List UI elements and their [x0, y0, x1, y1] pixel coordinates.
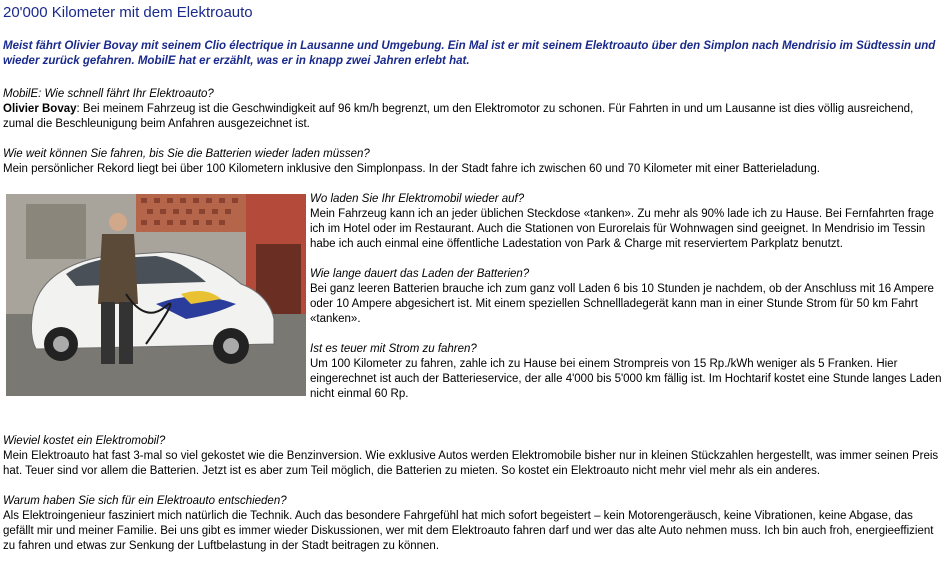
speaker-name: Olivier Bovay [3, 103, 77, 115]
qa-block-charging-location [310, 192, 943, 252]
question: Wie weit können Sie fahren, bis Sie die Batterien wieder laden müssen? [3, 148, 370, 160]
photo-side-column [310, 192, 943, 417]
qa-block-cost-per-km [310, 342, 943, 402]
window [26, 204, 86, 259]
question: Wo laden Sie Ihr Elektromobil wieder auf? [310, 193, 525, 205]
article [3, 4, 943, 569]
answer-text: : Bei meinem Fahrzeug ist die Geschwindigkeit auf 96 km/h begrenzt, um den Elektromotor zu schonen. Für Fahrten in und um Lausanne ist dies völlig ausreichend, zumal die Beschleunigung beim Anfahren ausgezeichnet ist. [3, 103, 914, 130]
answer [3, 102, 943, 132]
man-leg-right [119, 302, 133, 364]
man-head [109, 213, 127, 231]
answer: Um 100 Kilometer zu fahren, zahle ich zu Hause bei einem Strompreis von 15 Rp./kWh weniger als 5 Franken. Hier eingerechnet ist auch der Batterieservice, der alle 4'000 bis 5'000 km fällig ist. Im Hochtarif kostet eine Stunde langes Laden nicht einmal 60 Rp. [310, 358, 942, 400]
qa-block-motivation [3, 494, 943, 554]
qa-block-price [3, 434, 943, 479]
answer: Mein Fahrzeug kann ich an jeder üblichen Steckdose «tanken». Zu mehr als 90% lade ich zu Hause. Bei Fernfahrten frage ich im Hotel oder im Restaurant. Auch die Stationen von Eurorelais für Wohnwagen sind geeignet. In Mendrisio im Tessin habe ich auch einmal eine öffentliche Ladestation von Park & Charge mit reserviertem Parkplatz benutzt. [310, 208, 934, 250]
page-title: 20'000 Kilometer mit dem Elektroauto [3, 4, 253, 21]
photo-illustration [6, 194, 306, 396]
wheel-hub-rear [53, 336, 69, 352]
answer: Bei ganz leeren Batterien brauche ich zum ganz voll Laden 6 bis 10 Stunden je nachdem, ob der Anschluss mit 16 Ampere oder 10 Ampere abgesichert ist. Mit einem speziellen Schnellladegerät kann man in einer Stunde Strom für 50 km Fahrt «tanken». [310, 283, 934, 325]
question: Wieviel kostet ein Elektromobil? [3, 435, 166, 447]
question: Wie lange dauert das Laden der Batterien? [310, 268, 530, 280]
answer: Mein persönlicher Rekord liegt bei über 100 Kilometern inklusive den Simplonpass. In der Stadt fahre ich zwischen 60 und 70 Kilometer mit einer Batterieladung. [3, 163, 820, 175]
article-lead: Meist fährt Olivier Bovay mit seinem Clio électrique in Lausanne und Umgebung. Ein Mal ist er mit seinem Elektroauto über den Simplon nach Mendrisio im Südtessin und wieder zurück gefahren. MobilE hat er erzählt, was er in knapp zwei Jahren erlebt hat. [3, 40, 936, 67]
qa-block-range [3, 147, 943, 177]
answer: Mein Elektroauto hat fast 3-mal so viel gekostet wie die Benzinversion. Wie exklusive Autos werden Elektromobile bisher nur in kleinen Stückzahlen hergestellt, was immer seinen Preis hat. Teuer sind vor allem die Batterien. Jetzt ist es aber zum Teil möglich, die Batterien zu mieten. So kostet ein Elektroauto nicht mehr viel mehr als ein anderes. [3, 450, 939, 477]
qa-block-speed [3, 87, 943, 132]
answer: Als Elektroingenieur fasziniert mich natürlich die Technik. Auch das besondere Fahrgefühl hat mich sofort begeistert – kein Motorengeräusch, keine Vibrationen, keine Abgase, das gefällt mir und meiner Familie. Bei uns gibt es immer wieder Diskussionen, wer mit dem Elektroauto fahren darf und wer das alte Auto nehmen muss. Ich bin auch froh, energieeffizient zu fahren und etwas zur Senkung der Luftbelastung in der Stadt beitragen zu können. [3, 510, 934, 552]
qa-block-charging-duration [310, 267, 943, 327]
man-leg-left [101, 302, 115, 364]
wheel-hub-front [223, 338, 239, 354]
man-jacket [98, 234, 138, 304]
man-with-electric-car-photo [6, 194, 306, 396]
question: Ist es teuer mit Strom zu fahren? [310, 343, 477, 355]
question: Warum haben Sie sich für ein Elektroauto entschieden? [3, 495, 287, 507]
photo-section [3, 192, 943, 424]
question: MobilE: Wie schnell fährt Ihr Elektroauto? [3, 88, 214, 100]
